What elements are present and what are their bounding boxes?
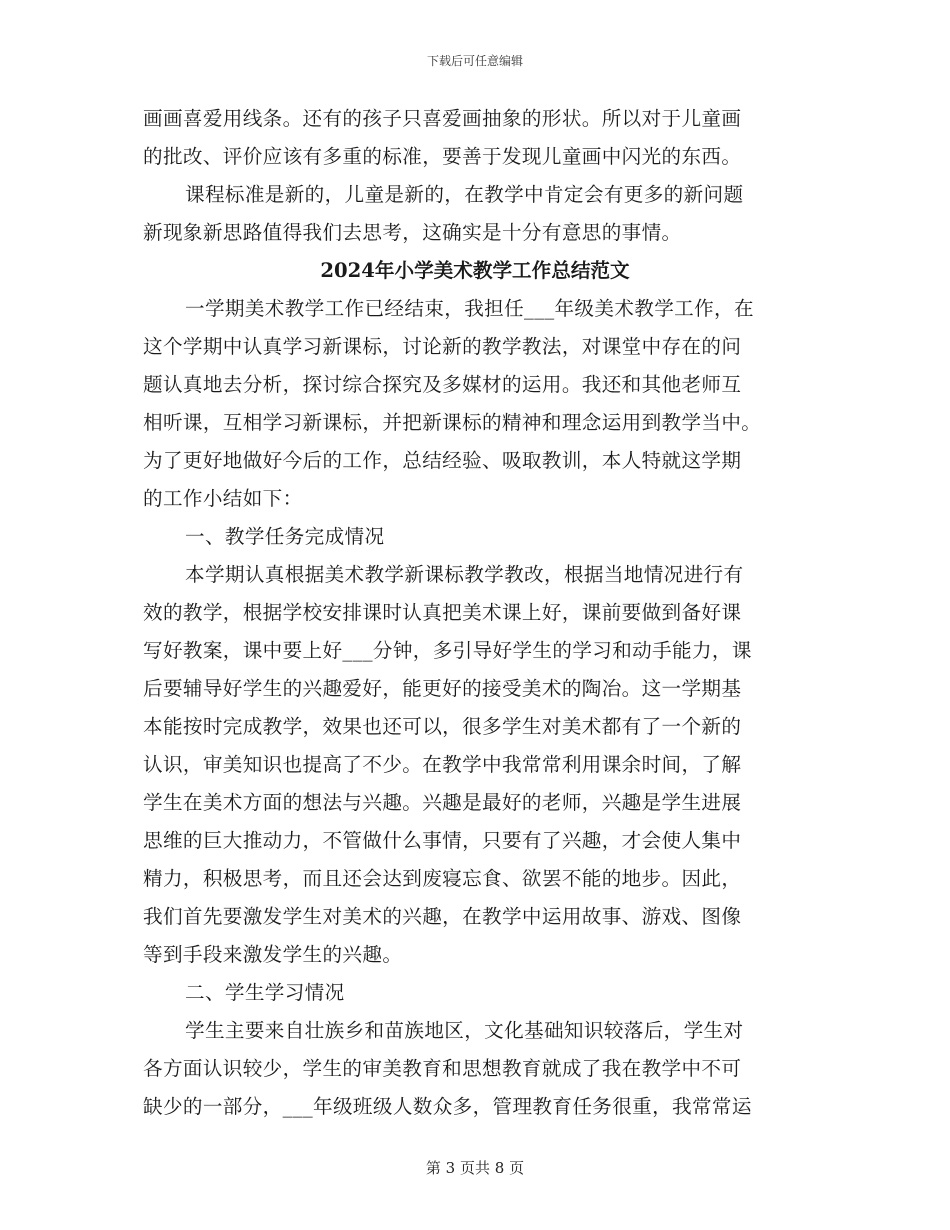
text-line: 新现象新思路值得我们去思考，这确实是十分有意思的事情。: [143, 221, 682, 244]
text-line: 本能按时完成教学，效果也还可以，很多学生对美术都有了一个新的: [143, 715, 742, 738]
document-title: 2024年小学美术教学工作总结范文: [320, 259, 630, 282]
text-line: 本学期认真根据美术教学新课标教学教改，根据当地情况进行有: [185, 563, 744, 586]
page-header: 下载后可任意编辑: [426, 54, 523, 68]
text-line: 后要辅导好学生的兴趣爱好，能更好的接受美术的陶冶。这一学期基: [143, 677, 742, 700]
text-line: 学生在美术方面的想法与兴趣。兴趣是最好的老师，兴趣是学生进展: [143, 791, 742, 814]
text-line: 缺少的一部分，___年级班级人数众多，管理教育任务很重，我常常运: [143, 1095, 752, 1118]
text-line: 认识，审美知识也提高了不少。在教学中我常常利用课余时间，了解: [143, 753, 742, 776]
page-footer: 第 3 页共 8 页: [425, 1159, 525, 1177]
text-line: 相听课，互相学习新课标，并把新课标的精神和理念运用到教学当中。: [143, 411, 762, 434]
text-line: 各方面认识较少，学生的审美教育和思想教育就成了我在教学中不可: [143, 1057, 742, 1080]
text-line: 学生主要来自壮族乡和苗族地区，文化基础知识较落后，学生对: [185, 1019, 744, 1042]
document-body: [143, 100, 807, 1126]
text-line: 课程标准是新的，儿童是新的，在教学中肯定会有更多的新问题: [185, 183, 744, 206]
text-line: 一、教学任务完成情况: [185, 525, 385, 548]
text-line: 一学期美术教学工作已经结束，我担任___年级美术教学工作，在: [185, 297, 754, 320]
text-line: 效的教学，根据学校安排课时认真把美术课上好，课前要做到备好课: [143, 601, 742, 624]
text-line: 我们首先要激发学生对美术的兴趣，在教学中运用故事、游戏、图像: [143, 905, 742, 928]
text-line: 精力，积极思考，而且还会达到废寝忘食、欲罢不能的地步。因此，: [143, 867, 742, 890]
text-line: 写好教案，课中要上好___分钟，多引导好学生的学习和动手能力，课: [143, 639, 752, 662]
text-line: 画画喜爱用线条。还有的孩子只喜爱画抽象的形状。所以对于儿童画: [143, 107, 742, 130]
text-line: 的工作小结如下：: [143, 487, 303, 510]
text-line: 这个学期中认真学习新课标，讨论新的教学教法，对课堂中存在的问: [143, 335, 742, 358]
text-line: 为了更好地做好今后的工作，总结经验、吸取教训，本人特就这学期: [143, 449, 742, 472]
text-line: 二、学生学习情况: [185, 981, 345, 1004]
text-line: 的批改、评价应该有多重的标准，要善于发现儿童画中闪光的东西。: [143, 145, 742, 168]
text-line: 思维的巨大推动力，不管做什么事情，只要有了兴趣，才会使人集中: [143, 829, 742, 852]
text-line: 题认真地去分析，探讨综合探究及多媒材的运用。我还和其他老师互: [143, 373, 742, 396]
text-line: 等到手段来激发学生的兴趣。: [143, 943, 403, 966]
